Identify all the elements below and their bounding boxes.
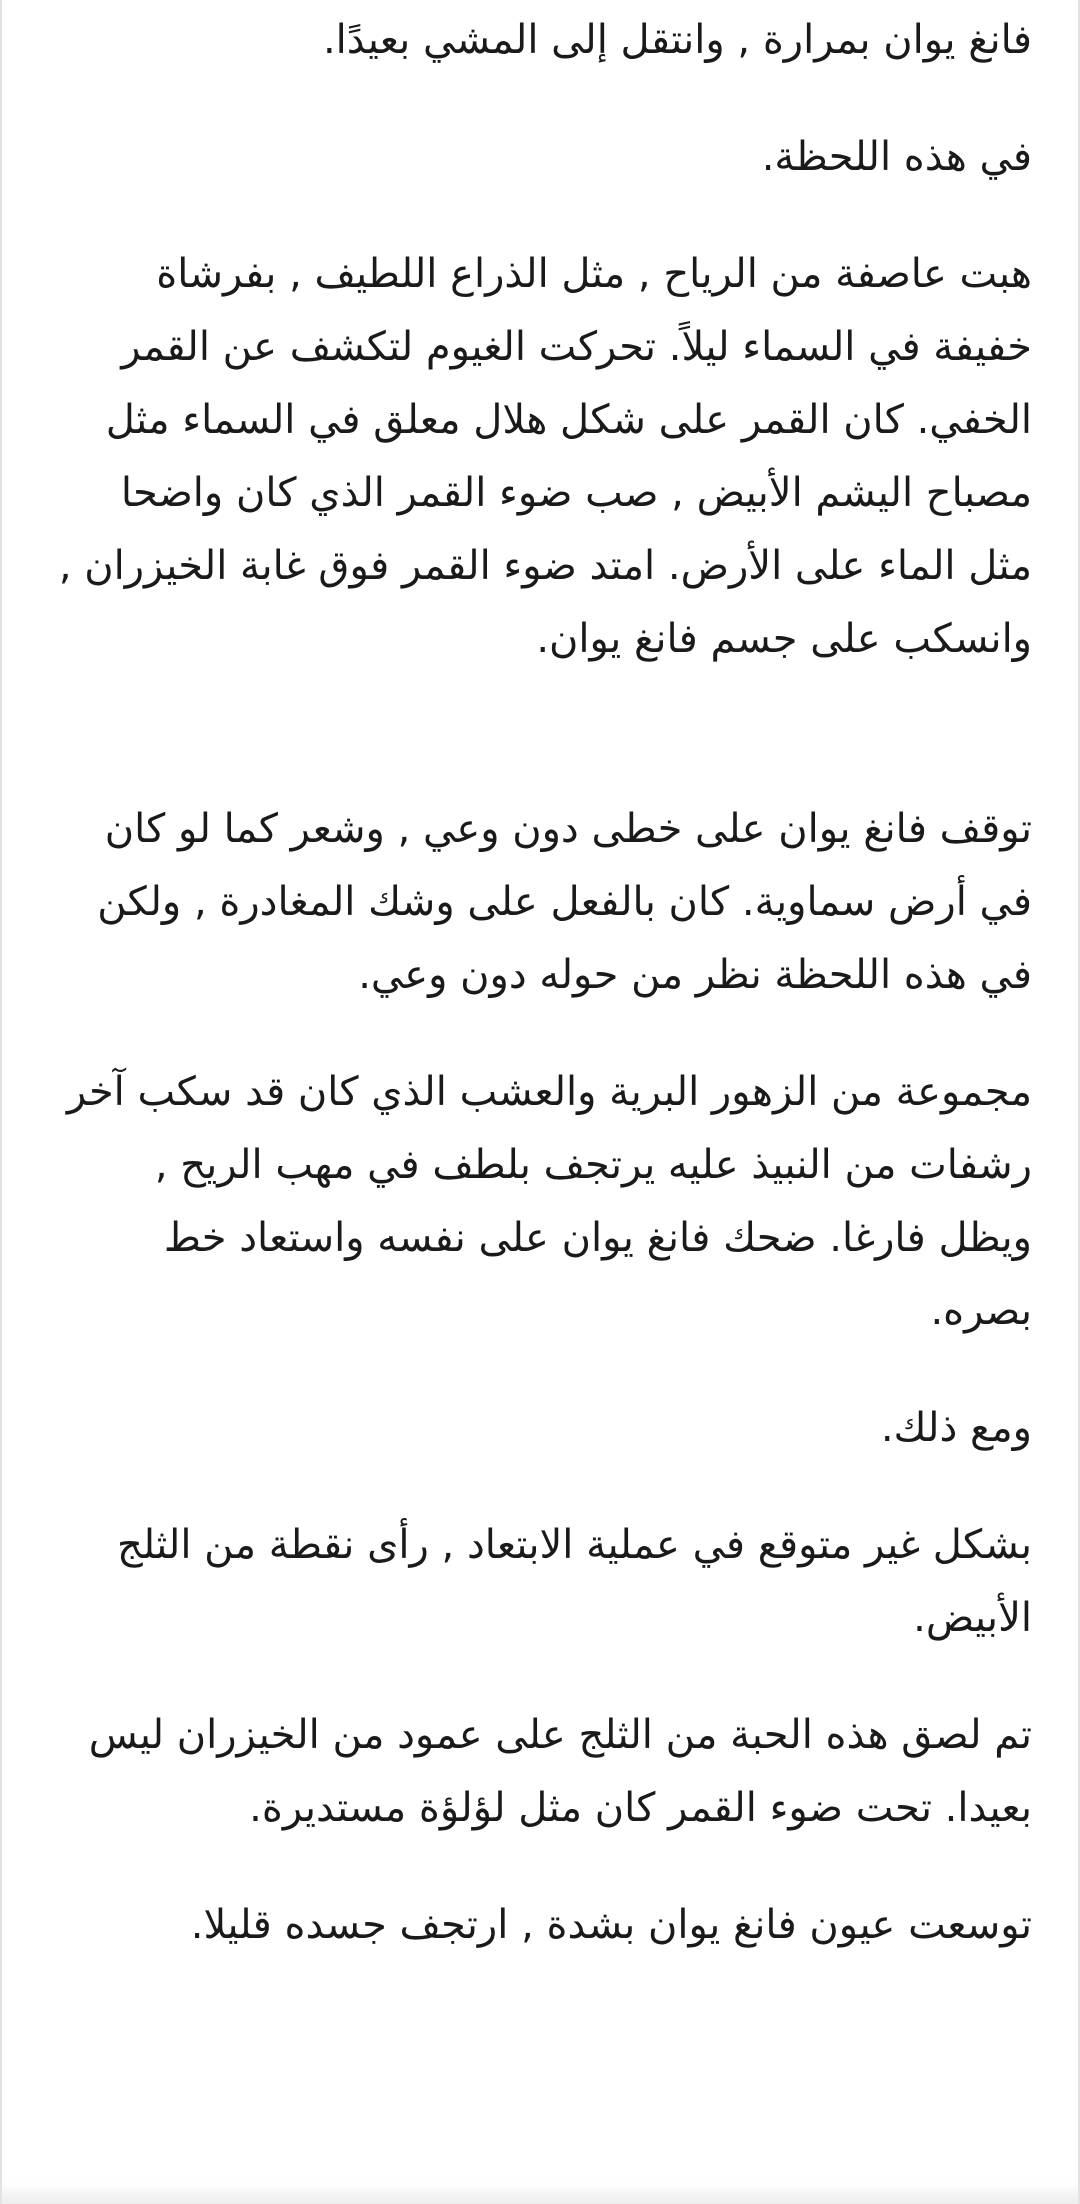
chapter-text[interactable] [58,0,1032,2006]
blank-line [58,720,1032,793]
bottom-edge-shadow [2,2182,1078,2204]
paragraph: توقف فانغ يوان على خطى دون وعي , وشعر كما لو كان في أرض سماوية. كان بالفعل على وشك المغادرة , ولكن في هذه اللحظة نظر من حوله دون وعي. [97,806,1032,998]
paragraph: فانغ يوان بمرارة , وانتقل إلى المشي بعيدًا. [322,17,1032,63]
paragraph: توسعت عيون فانغ يوان بشدة , ارتجف جسده قليلا. [190,1902,1032,1948]
paragraph: بشكل غير متوقع في عملية الابتعاد , رأى نقطة من الثلج الأبيض. [117,1522,1032,1641]
paragraph: مجموعة من الزهور البرية والعشب الذي كان قد سكب آخر رشفات من النبيذ عليه يرتجف بلطف في مهب الريح , ويظل فارغا. ضحك فانغ يوان على نفسه واستعاد خط بصره. [66,1069,1032,1334]
paragraph: في هذه اللحظة. [761,134,1032,180]
paragraph: تم لصق هذه الحبة من الثلج على عمود من الخيزران ليس بعيدا. تحت ضوء القمر كان مثل لؤلؤة مستديرة. [88,1712,1032,1831]
paragraph: هبت عاصفة من الرياح , مثل الذراع اللطيف , بفرشاة خفيفة في السماء ليلاً. تحركت الغيوم لتكشف عن القمر الخفي. كان القمر على شكل هلال معلق في السماء مثل مصباح اليشم الأبيض , صب ضوء القمر الذي كان واضحا مثل الماء على الأرض. امتد ضوء القمر فوق غابة الخيزران , وانسكب على جسم فانغ يوان. [58,251,1032,662]
paragraph: ومع ذلك. [880,1405,1032,1451]
